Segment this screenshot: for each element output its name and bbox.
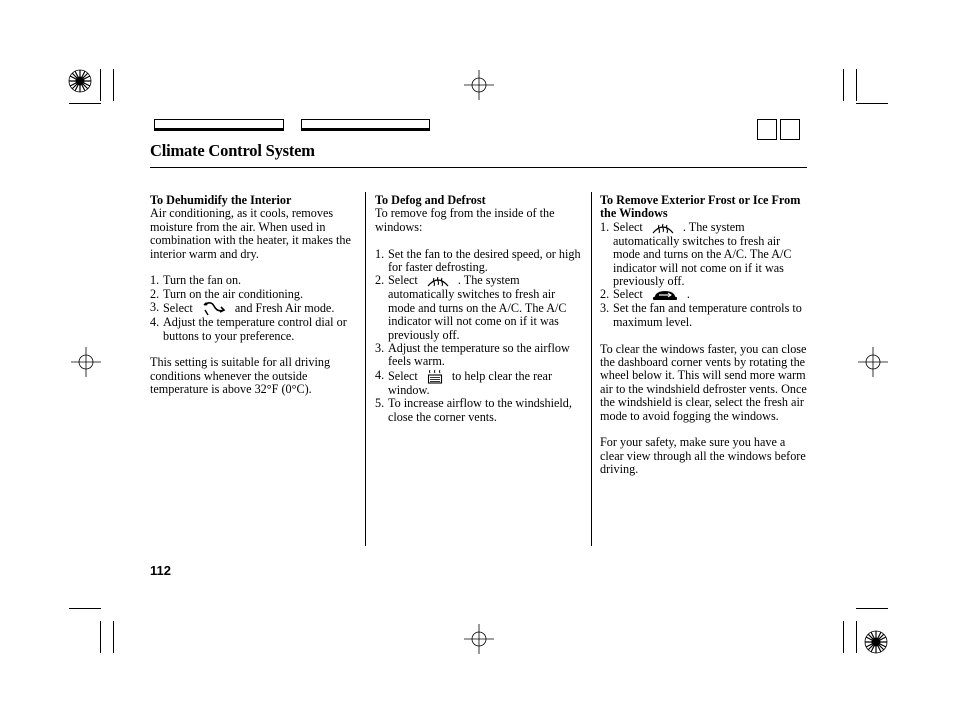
list-item — [150, 274, 358, 287]
starburst-target-icon — [68, 69, 92, 93]
nav-square-box — [757, 119, 777, 140]
step-number: 4. — [150, 315, 160, 330]
nav-square-box — [780, 119, 800, 140]
step-text: Select — [163, 301, 193, 316]
step-number: 2. — [600, 287, 610, 302]
section-paragraph: To clear the windows faster, you can close the dashboard corner vents by rotating the wheel below it. This will send more warm air to the windshield defroster vents. Once the windshield is clear, select the fresh air mode to avoid fogging the windows. — [600, 341, 807, 423]
step-text: To increase airflow to the windshield, close the corner vents. — [388, 396, 572, 424]
step-number: 2. — [375, 273, 385, 288]
step-text: Set the fan to the desired speed, or high for faster defrosting. — [388, 246, 581, 275]
step-number: 3. — [150, 300, 160, 315]
section-heading: To Remove Exterior Frost or Ice From the Windows — [600, 193, 801, 221]
step-text: Adjust the temperature so the airflow feels warm. — [388, 341, 570, 369]
section-tab-box — [301, 119, 430, 131]
step-text: . The system automatically switches to fresh air mode and turns on the A/C. The A/C indicator will not come on if it was previously off. — [388, 273, 567, 342]
step-text: Turn the fan on. — [163, 273, 242, 288]
step-text: Select — [613, 219, 643, 234]
column-divider — [591, 192, 592, 546]
section-intro: To remove fog from the inside of the windows: — [375, 206, 555, 234]
list-item — [375, 342, 585, 369]
step-number: 2. — [150, 286, 160, 301]
page-number: 112 — [150, 563, 171, 578]
step-number: 3. — [600, 301, 610, 316]
step-number: 3. — [375, 341, 385, 356]
registration-crosshair-icon — [464, 70, 494, 100]
list-item — [150, 316, 358, 343]
section-heading: To Dehumidify the Interior — [150, 193, 292, 207]
list-item — [375, 397, 585, 424]
column-defog-defrost — [375, 194, 585, 424]
step-text: Set the fan and temperature controls to maximum level. — [613, 301, 802, 329]
step-text: Turn on the air conditioning. — [163, 286, 304, 301]
section-tab-box — [154, 119, 284, 131]
column-divider — [365, 192, 366, 546]
column-exterior-frost — [600, 194, 808, 477]
title-rule — [150, 167, 807, 168]
step-text: Select — [388, 273, 418, 288]
list-item — [600, 288, 808, 302]
step-text: . — [686, 287, 690, 302]
list-item — [375, 274, 585, 342]
step-number: 5. — [375, 396, 385, 411]
fresh-air-mode-icon — [202, 301, 226, 316]
section-paragraph: For your safety, make sure you have a clear view through all the windows before driving. — [600, 435, 806, 477]
step-number: 1. — [375, 246, 385, 261]
step-text: and Fresh Air mode. — [234, 301, 335, 316]
step-number: 4. — [375, 367, 385, 382]
section-intro: Air conditioning, as it cools, removes moisture from the air. When used in combination with the heater, it makes the interior warm and dry. — [150, 206, 351, 261]
list-item — [150, 301, 358, 316]
registration-crosshair-icon — [464, 624, 494, 654]
list-item — [375, 248, 585, 275]
step-text: . The system automatically switches to fresh air mode and turns on the A/C. The A/C indicator will not come on if it was previously off. — [613, 219, 792, 289]
step-text: Select — [388, 368, 418, 383]
registration-crosshair-icon — [858, 347, 888, 377]
step-number: 1. — [150, 273, 160, 288]
section-heading: To Defog and Defrost — [375, 193, 486, 207]
section-note: This setting is suitable for all driving conditions whenever the outside temperature is above 32°F (0°C). — [150, 355, 331, 397]
column-dehumidify — [150, 194, 358, 397]
step-number: 1. — [600, 219, 610, 234]
page-title: Climate Control System — [150, 141, 315, 160]
list-item — [600, 302, 808, 329]
list-item — [375, 369, 585, 397]
list-item — [150, 288, 358, 301]
step-text: Adjust the temperature control dial or buttons to your preference. — [163, 315, 347, 343]
rear-defrost-icon — [427, 369, 443, 384]
registration-crosshair-icon — [71, 347, 101, 377]
step-text: Select — [613, 287, 643, 302]
step-text: to help clear the rear window. — [388, 368, 553, 397]
list-item — [600, 221, 808, 289]
starburst-target-icon — [864, 630, 888, 654]
